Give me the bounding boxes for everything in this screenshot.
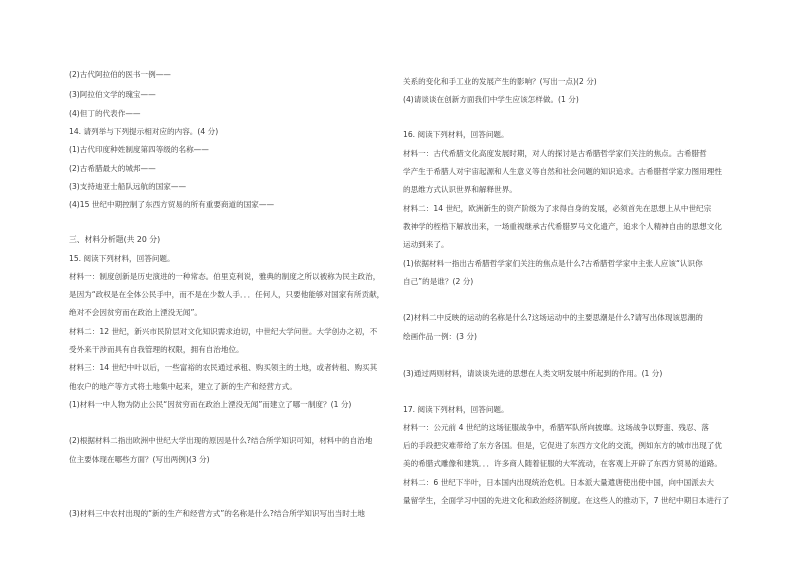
material-text: 量留学生，全面学习中国的先进文化和政治经济制度。在这些人的推动下，7 世纪中期日本进行了	[403, 496, 730, 505]
material-text: 他农户的地产等方式将土地集中起来，建立了新的生产和经营方式。	[69, 382, 297, 391]
material-text: 美的希腊式雕像和建筑．．．许多商人随着征服的大军流动，在客观上开辟了东西方贸易的道路。	[403, 459, 722, 468]
material-text: 的思维方式认识世界和解释世界。	[403, 185, 517, 194]
sub-question: (4)请谈谈在创新方面我们中学生应该怎样做。(1 分)	[403, 95, 579, 104]
sub-question: (2)材料二中反映的运动的名称是什么?这场运动中的主要思潮是什么?请写出体现该思潮的	[403, 313, 703, 322]
sub-question: (3)材料三中农村出现的“新的生产和经营方式”的名称是什么?结合所学知识写出当时土地	[69, 509, 366, 518]
question-line: (3)支持迪亚士船队远航的国家——	[69, 182, 187, 191]
material-text: 材料一：制度创新是历史演进的一种常态。伯里克利说，雅典的制度之所以被称为民主政治，	[69, 272, 381, 281]
question-line: (1)古代印度种姓制度第四等级的名称——	[69, 145, 209, 154]
material-text: 材料二：14 世纪，欧洲新生的资产阶级为了求得自身的发展，必须首先在思想上从中世纪宗	[403, 204, 712, 213]
material-text: 材料一：古代希腊文化高度发展时期，对人的探讨是古希腊哲学家们关注的焦点。古希腊哲	[403, 149, 707, 158]
material-text: 教神学的桎梏下解放出来，一场重视继承古代希腊罗马文化遗产，追求个人精神自由的思想文化	[403, 222, 722, 231]
sub-question: 位主要体现在哪些方面？(写出两例)(3 分)	[69, 455, 210, 464]
material-text: 材料三：14 世纪中叶以后，一些富裕的农民通过承租、购买领主的土地，或者转租、购买其	[69, 363, 378, 372]
material-text: 运动到来了。	[403, 240, 449, 249]
question-line: (3)阿拉伯文学的瑰宝——	[69, 90, 156, 99]
question-title: 16. 阅读下列材料，回答问题。	[403, 130, 509, 139]
question-title: 15. 阅读下列材料，回答问题。	[69, 254, 175, 263]
question-title: 14. 请列举与下列提示相对应的内容。(4 分)	[69, 127, 219, 136]
sub-question: 关系的变化和手工业的发展产生的影响？(写出一点)(2 分)	[403, 77, 597, 86]
material-text: 后的手段把灾难带给了东方各国。但是，它促进了东西方文化的交流，例如东方的城市出现了优	[403, 441, 722, 450]
sub-question: (2)根据材料二指出欧洲中世纪大学出现的原因是什么?结合所学知识可知，材料中的自治地	[69, 436, 373, 445]
sub-question: (1)材料一中人物为防止公民“因贫穷而在政治上湮没无闻”而建立了哪一制度？(1 分)	[69, 400, 352, 409]
question-title: 17. 阅读下列材料，回答问题。	[403, 405, 509, 414]
sub-question: (1)依据材料一指出古希腊哲学家们关注的焦点是什么?古希腊哲学家中主张人应该“认识你	[403, 259, 703, 268]
material-text: 材料二：12 世纪，新兴市民阶层对文化知识需求迫切，中世纪大学问世。大学创办之初，不	[69, 327, 378, 336]
section-heading: 三、材料分析题(共 20 分)	[69, 235, 161, 244]
sub-question: (3)通过两则材料，请谈谈先进的思想在人类文明发展中所起到的作用。(1 分)	[403, 369, 663, 378]
material-text: 受外来干涉而具有自我管理的权限，拥有自治地位。	[69, 345, 244, 354]
material-text: 学产生于希腊人对宇宙起源和人生意义等自然和社会问题的知识追求。古希腊哲学家力图用理性	[403, 167, 722, 176]
question-line: (4)但丁的代表作——	[69, 109, 141, 118]
material-text: 材料一：公元前 4 世纪的这场征服战争中，希腊军队所向披靡。这场战争以野蛮、残忍、落	[403, 423, 709, 432]
material-text: 是因为“政权是在全体公民手中，而不是在少数人手．．．任何人，只要他能够对国家有所贡献，	[69, 290, 385, 299]
material-text: 绝对不会因贫穷而在政治上湮没无闻”。	[69, 308, 203, 317]
sub-question: 自己”的是谁？(2 分)	[403, 277, 474, 286]
material-text: 材料二：6 世纪下半叶，日本国内出现统治危机。日本派大量遣唐使出使中国，向中国派去大	[403, 478, 714, 487]
question-line: (2)古代阿拉伯的医书一例——	[69, 70, 171, 79]
sub-question: 绘画作品一例：(3 分)	[403, 332, 477, 341]
question-line: (2)古希腊最大的城邦——	[69, 164, 156, 173]
question-line: (4)15 世纪中期控制了东西方贸易的所有重要商道的国家——	[69, 200, 275, 209]
